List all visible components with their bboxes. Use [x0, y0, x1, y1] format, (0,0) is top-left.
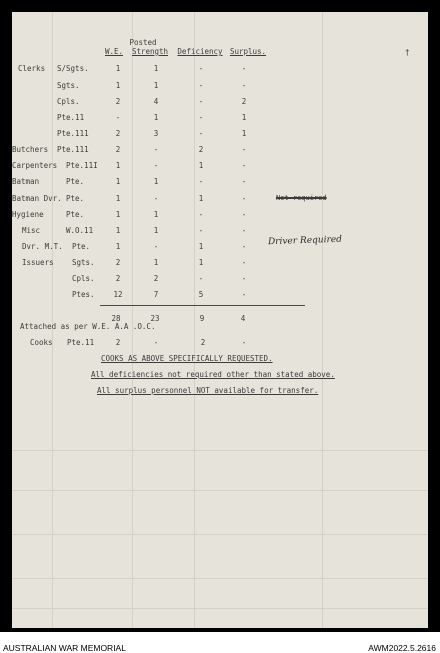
row-group: Carpenters	[12, 161, 58, 170]
row-surplus: -	[241, 210, 247, 219]
row-rank: Sgts.	[57, 81, 80, 90]
row-we: 2	[115, 129, 121, 138]
row-surplus: -	[241, 274, 247, 283]
row-strength: 1	[153, 81, 159, 90]
row-deficiency: 1	[198, 242, 204, 251]
note-surplus: All surplus personnel NOT available for transfer.	[97, 386, 319, 395]
row-deficiency: 5	[198, 290, 204, 299]
row-we: 2	[115, 145, 121, 154]
row-rank: Pte.	[66, 177, 85, 186]
note-cooks: COOKS AS ABOVE SPECIFICALLY REQUESTED.	[101, 354, 273, 363]
row-rank: Cpls.	[72, 274, 95, 283]
row-strength: -	[153, 242, 159, 251]
row-surplus: 1	[241, 129, 247, 138]
row-we: 1	[115, 194, 121, 203]
attached-line: Attached as per W.E. A.A .O.C.	[20, 322, 156, 331]
row-we: 2	[115, 97, 121, 106]
corner-mark: †	[405, 48, 410, 57]
row-strength: 1	[153, 226, 159, 235]
row-deficiency: -	[198, 113, 204, 122]
row-we: 1	[115, 242, 121, 251]
row-rank: Pte.	[72, 242, 91, 251]
row-group: Issuers	[22, 258, 54, 267]
row-surplus: -	[241, 161, 247, 170]
row-deficiency: 1	[198, 258, 204, 267]
row-deficiency: 1	[198, 194, 204, 203]
row-we: 1	[115, 64, 121, 73]
row-surplus: -	[241, 81, 247, 90]
footer-accession: AWM2022.5.2616	[368, 643, 436, 653]
total-we: 28	[111, 314, 121, 323]
row-strength: 1	[153, 113, 159, 122]
note-deficiencies: All deficiencies not required other than stated above.	[91, 370, 335, 379]
row-we: 1	[115, 226, 121, 235]
row-strength: 2	[153, 274, 159, 283]
row-rank: Cpls.	[57, 97, 80, 106]
row-we: 2	[115, 258, 121, 267]
row-rank: Pte.11I	[66, 161, 98, 170]
row-strength: 1	[153, 64, 159, 73]
row-surplus: -	[241, 290, 247, 299]
row-group: Dvr. M.T.	[22, 242, 63, 251]
row-rank: Pte.11	[57, 113, 85, 122]
row-rank: Ptes.	[72, 290, 95, 299]
row-rank: S/Sgts.	[57, 64, 89, 73]
struck-out-text: Not required	[276, 194, 327, 202]
row-deficiency: 2	[198, 145, 204, 154]
row-group: Clerks	[18, 64, 46, 73]
cooks-group: Cooks	[30, 338, 53, 347]
row-we: 1	[115, 210, 121, 219]
header-strength: Strength	[131, 47, 169, 56]
row-deficiency: -	[198, 97, 204, 106]
footer-institution: AUSTRALIAN WAR MEMORIAL	[3, 643, 126, 653]
handwritten-note: Driver Required	[267, 234, 343, 248]
row-surplus: -	[241, 177, 247, 186]
row-strength: 7	[153, 290, 159, 299]
row-deficiency: -	[198, 177, 204, 186]
row-rank: Pte.	[66, 210, 85, 219]
row-we: 1	[115, 177, 121, 186]
row-rank: Pte.111	[57, 145, 89, 154]
total-strength: 23	[150, 314, 160, 323]
row-deficiency: -	[198, 81, 204, 90]
row-surplus: -	[241, 194, 247, 203]
header-deficiency: Deficiency	[177, 47, 223, 56]
row-deficiency: -	[198, 226, 204, 235]
row-surplus: -	[241, 145, 247, 154]
total-deficiency: 9	[199, 314, 205, 323]
row-surplus: -	[241, 226, 247, 235]
row-rank: W.O.11	[66, 226, 94, 235]
row-we: 12	[113, 290, 123, 299]
row-we: 1	[115, 161, 121, 170]
row-strength: -	[153, 194, 159, 203]
row-surplus: 1	[241, 113, 247, 122]
row-deficiency: -	[198, 129, 204, 138]
cooks-deficiency: 2	[200, 338, 206, 347]
row-group: Hygiene	[12, 210, 44, 219]
totals-rule	[100, 305, 305, 306]
row-rank: Pte.	[66, 194, 85, 203]
cooks-we: 2	[115, 338, 121, 347]
row-group: Butchers	[12, 145, 49, 154]
row-strength: 1	[153, 258, 159, 267]
row-group: Batman Dvr.	[12, 194, 62, 203]
header-we: W.E.	[104, 47, 124, 56]
row-strength: 1	[153, 210, 159, 219]
row-deficiency: -	[198, 210, 204, 219]
row-strength: 1	[153, 177, 159, 186]
row-we: -	[115, 113, 121, 122]
row-strength: 3	[153, 129, 159, 138]
row-strength: -	[153, 161, 159, 170]
total-surplus: 4	[240, 314, 246, 323]
row-rank: Pte.111	[57, 129, 89, 138]
row-deficiency: -	[198, 64, 204, 73]
row-strength: -	[153, 145, 159, 154]
header-posted: Posted	[129, 38, 157, 47]
row-rank: Sgts.	[72, 258, 95, 267]
row-surplus: 2	[241, 97, 247, 106]
row-deficiency: -	[198, 274, 204, 283]
row-group: Batman	[12, 177, 40, 186]
row-group: Misc	[22, 226, 41, 235]
header-surplus: Surplus.	[229, 47, 267, 56]
row-we: 1	[115, 81, 121, 90]
cooks-rank: Pte.11	[67, 338, 95, 347]
cooks-strength: -	[153, 338, 159, 347]
row-surplus: -	[241, 242, 247, 251]
row-deficiency: 1	[198, 161, 204, 170]
row-surplus: -	[241, 64, 247, 73]
cooks-surplus: -	[241, 338, 247, 347]
row-strength: 4	[153, 97, 159, 106]
row-surplus: -	[241, 258, 247, 267]
row-we: 2	[115, 274, 121, 283]
